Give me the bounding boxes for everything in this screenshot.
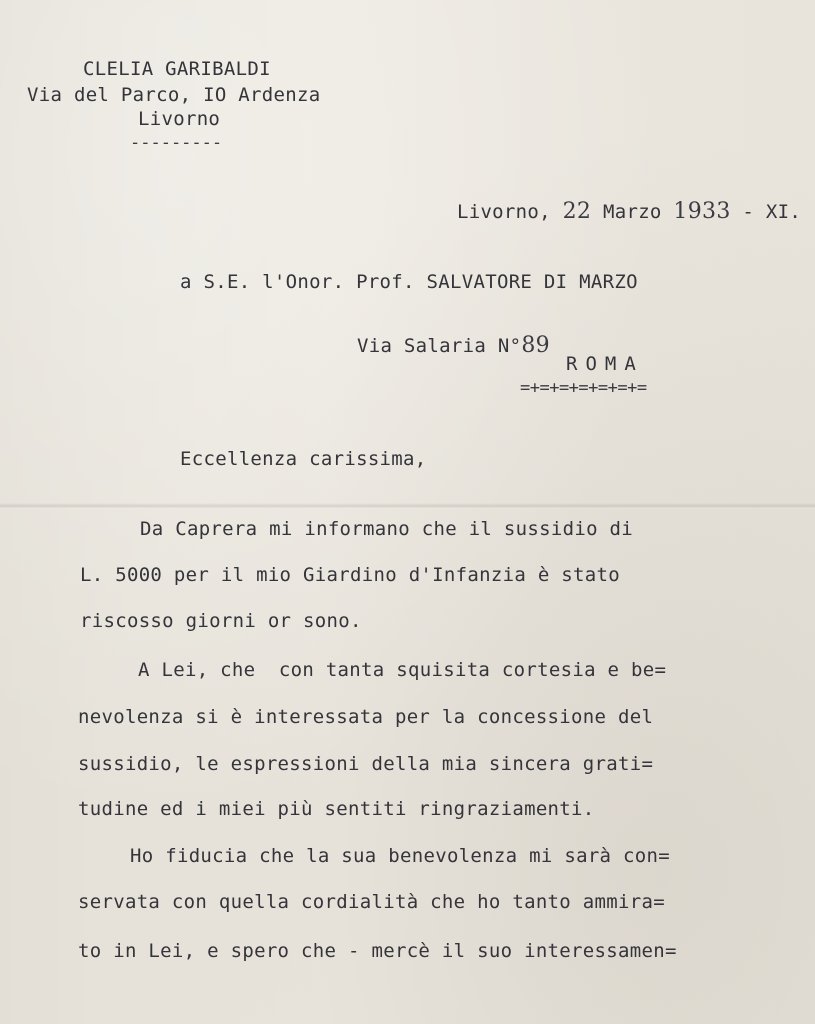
date-era: - XI. [730,201,802,223]
recipient-line: a S.E. l'Onor. Prof. SALVATORE DI MARZO [180,271,638,293]
sender-name: CLELIA GARIBALDI [83,58,271,80]
body-line: L. 5000 per il mio Giardino d'Infanzia è stato [80,564,620,586]
body-line: nevolenza si è interessata per la concessione del [78,706,654,728]
recipient-city: ROMA [566,353,644,375]
body-line: Da Caprera mi informano che il sussidio di [140,518,634,540]
paper-fold [0,503,815,509]
recipient-street [310,311,550,380]
body-line: riscosso giorni or sono. [80,610,362,632]
date-day: 22 [562,199,592,224]
date-place: Livorno, [456,201,563,223]
sender-underline: --------- [130,133,223,153]
body-line: servata con quella cordialità che ho tanto ammira= [78,891,665,913]
body-line: Ho fiducia che la sua benevolenza mi sarà con= [130,845,670,867]
body-line: to in Lei, e spero che - mercè il suo interessamen= [78,940,677,962]
date-year: 1933 [673,199,731,224]
recipient-ornament: =+=+=+=+=+=+= [520,378,647,398]
sender-street: Via del Parco, IO Ardenza [27,84,321,106]
recipient-street-prefix: Via Salaria N° [356,335,522,357]
recipient-street-number: 89 [521,333,550,358]
sender-city: Livorno [138,108,221,130]
date-line [410,177,801,246]
body-line: A Lei, che con tanta squisita cortesia e be= [138,659,667,681]
date-month: Marzo [591,201,674,223]
body-line: tudine ed i miei più sentiti ringraziamenti. [78,798,595,820]
salutation: Eccellenza carissima, [180,448,427,470]
body-line: sussidio, le espressioni della mia sincera grati= [78,753,654,775]
